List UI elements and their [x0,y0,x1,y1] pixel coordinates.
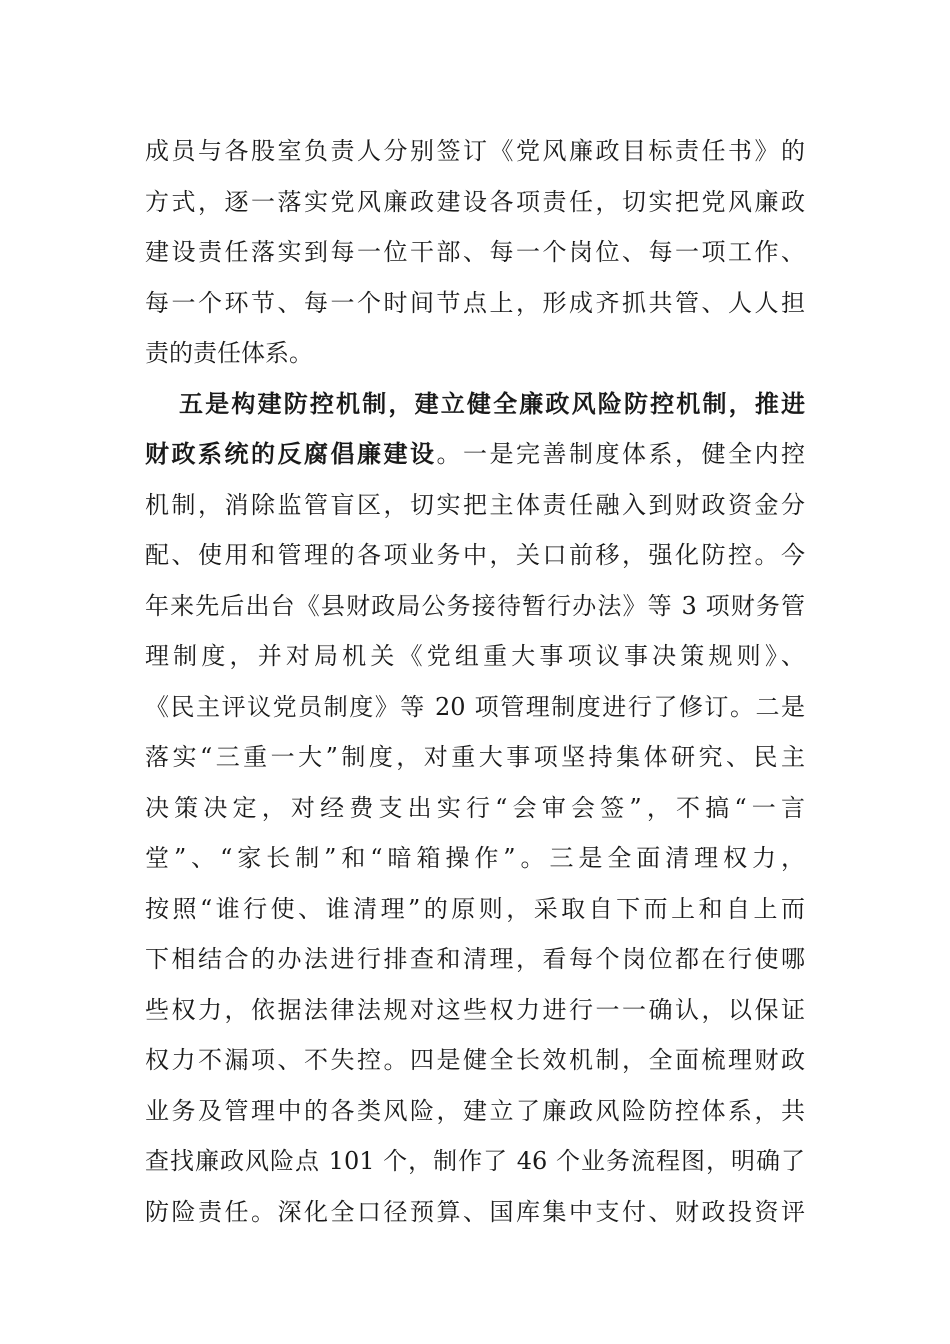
text-line [145,126,805,177]
line-text: 建设责任落实到每一位干部、每一个岗位、每一项工作、 [145,238,805,266]
text-line [145,631,805,682]
text-line [145,328,805,379]
line-text: 业务及管理中的各类风险，建立了廉政风险防控体系，共 [145,1096,805,1125]
line-text: 配、使用和管理的各项业务中，关口前移，强化防控。今 [145,541,805,569]
line-text: 机制，消除监管盲区，切实把主体责任融入到财政资金分 [145,490,805,519]
text-line [145,783,805,834]
line-text: 落实“三重一大”制度，对重大事项坚持集体研究、民主 [145,743,805,771]
line-text: 《民主评议党员制度》等 20 项管理制度进行了修订。二是 [145,692,805,721]
text-line [145,732,805,783]
line-text: 理制度，并对局机关《党组重大事项议事决策规则》、 [145,642,805,670]
line-text: 些权力，依据法律法规对这些权力进行一一确认，以保证 [145,995,805,1024]
text-line [145,177,805,228]
text-line [145,833,805,884]
text-line [145,581,805,632]
line-text: 决策决定，对经费支出实行“会审会签”，不搞“一言 [145,793,805,822]
line-text: 查找廉政风险点 101 个，制作了 46 个业务流程图，明确了 [145,1147,805,1175]
bold-heading-text: 财政系统的反腐倡廉建设 [145,439,437,468]
text-line [145,227,805,278]
text-line [145,1187,805,1238]
line-text: 堂”、“家长制”和“暗箱操作”。三是全面清理权力， [145,844,805,872]
document-body [145,126,805,1237]
text-line [145,934,805,985]
line-text: 下相结合的办法进行排查和清理，看每个岗位都在行使哪 [145,945,805,973]
text-line [145,530,805,581]
text-line [145,985,805,1036]
text-line [145,1035,805,1086]
line-text: 成员与各股室负责人分别签订《党风廉政目标责任书》的 [145,137,805,165]
text-line [145,278,805,329]
line-text: 年来先后出台《县财政局公务接待暂行办法》等 3 项财务管 [145,591,805,620]
bold-heading-text: 五是构建防控机制，建立健全廉政风险防控机制，推进 [179,388,805,418]
line-text: 权力不漏项、不失控。四是健全长效机制，全面梳理财政 [145,1046,805,1074]
line-text: 方式，逐一落实党风廉政建设各项责任，切实把党风廉政 [145,187,805,216]
text-line [145,429,805,480]
text-line [145,480,805,531]
text-line [145,682,805,733]
text-line [145,884,805,935]
text-line [145,1086,805,1137]
text-line [145,1136,805,1187]
line-text: 防险责任。深化全口径预算、国库集中支付、财政投资评 [145,1197,805,1226]
paragraph-heading-line [145,379,805,430]
line-text: 每一个环节、每一个时间节点上，形成齐抓共管、人人担 [145,288,805,317]
line-text: 。一是完善制度体系，健全内控 [436,440,805,468]
line-text: 责的责任体系。 [145,339,313,367]
line-text: 按照“谁行使、谁清理”的原则，采取自下而上和自上而 [145,894,805,923]
